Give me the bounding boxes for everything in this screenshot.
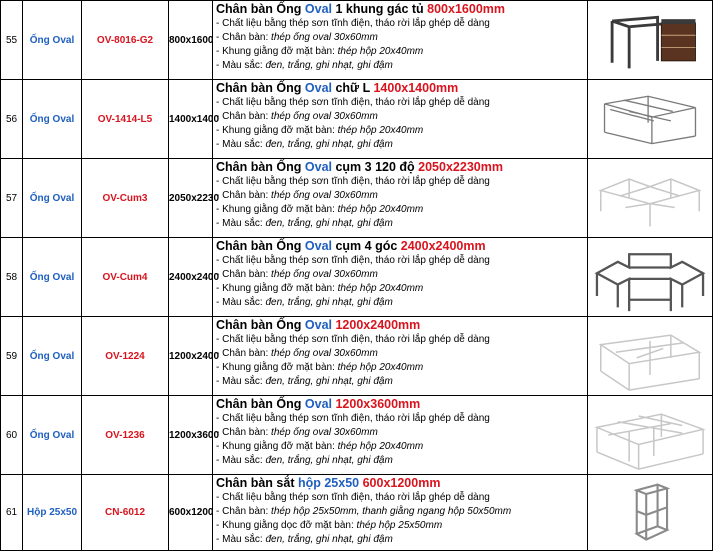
brace-line: - Khung giằng đỡ mặt bàn: thép hộp 20x40mm — [216, 46, 424, 57]
leg-line: - Chân bàn: thép ống oval 30x60mm — [216, 269, 378, 280]
color-line: - Màu sắc: đen, trắng, ghi nhạt, ghi đậm — [216, 60, 393, 71]
tube-type: Ống Oval — [23, 159, 82, 238]
product-image — [588, 1, 713, 80]
tube-type: Ống Oval — [23, 1, 82, 80]
leg-line: - Chân bàn: thép ống oval 30x60mm — [216, 32, 378, 43]
table-row — [1, 159, 713, 238]
color-line: - Màu sắc: đen, trắng, ghi nhạt, ghi đậm — [216, 534, 393, 545]
brace-line: - Khung giằng đỡ mặt bàn: thép hộp 20x40mm — [216, 125, 424, 136]
product-image — [588, 317, 713, 396]
product-image — [588, 238, 713, 317]
desk-frame-illustration — [590, 4, 710, 76]
product-image — [588, 396, 713, 475]
product-image-holder — [588, 397, 712, 474]
row-number: 58 — [1, 238, 23, 317]
brace-line: - Khung giằng đỡ mặt bàn: thép hộp 20x40mm — [216, 441, 424, 452]
table-row — [1, 396, 713, 475]
material-line: - Chất liệu bằng thép sơn tĩnh điện, tháo rời lắp ghép dễ dàng — [216, 413, 490, 424]
product-code: OV-1236 — [82, 396, 169, 475]
product-image-holder — [588, 318, 712, 395]
product-size: 1200x3600 — [169, 396, 213, 475]
product-image-holder — [588, 160, 712, 237]
product-size: 1400x1400 — [169, 80, 213, 159]
product-title: Chân bàn Ống Oval chữ L 1400x1400mm — [216, 81, 459, 95]
tube-type: Hộp 25x50 — [23, 475, 82, 551]
product-description — [213, 475, 588, 551]
row-number: 61 — [1, 475, 23, 551]
table-row — [1, 1, 713, 80]
product-size: 2050x2230 — [169, 159, 213, 238]
tube-type: Ống Oval — [23, 396, 82, 475]
product-title: Chân bàn Ống Oval 1200x3600mm — [216, 397, 421, 411]
desk-frame-illustration — [590, 162, 710, 234]
product-description — [213, 396, 588, 475]
material-line: - Chất liệu bằng thép sơn tĩnh điện, tháo rời lắp ghép dễ dàng — [216, 97, 490, 108]
product-description — [213, 159, 588, 238]
product-size: 800x1600 — [169, 1, 213, 80]
product-image-holder — [588, 239, 712, 316]
product-title: Chân bàn Ống Oval cụm 3 120 độ 2050x2230mm — [216, 160, 503, 174]
tube-type: Ống Oval — [23, 317, 82, 396]
color-line: - Màu sắc: đen, trắng, ghi nhạt, ghi đậm — [216, 376, 393, 387]
product-size: 2400x2400 — [169, 238, 213, 317]
product-code: OV-Cum4 — [82, 238, 169, 317]
tube-type: Ống Oval — [23, 238, 82, 317]
color-line: - Màu sắc: đen, trắng, ghi nhạt, ghi đậm — [216, 297, 393, 308]
table-row — [1, 317, 713, 396]
leg-line: - Chân bàn: thép ống oval 30x60mm — [216, 427, 378, 438]
desk-frame-illustration — [590, 399, 710, 471]
desk-frame-illustration — [590, 320, 710, 392]
product-image-holder — [588, 81, 712, 158]
product-image-holder — [588, 2, 712, 79]
product-image-holder — [588, 476, 712, 550]
leg-line: - Chân bàn: thép ống oval 30x60mm — [216, 190, 378, 201]
product-code: OV-1224 — [82, 317, 169, 396]
product-size: 600x1200 — [169, 475, 213, 551]
row-number: 59 — [1, 317, 23, 396]
color-line: - Màu sắc: đen, trắng, ghi nhạt, ghi đậm — [216, 218, 393, 229]
desk-frame-illustration — [590, 241, 710, 313]
material-line: - Chất liệu bằng thép sơn tĩnh điện, tháo rời lắp ghép dễ dàng — [216, 18, 490, 29]
material-line: - Chất liệu bằng thép sơn tĩnh điện, tháo rời lắp ghép dễ dàng — [216, 176, 490, 187]
brace-line: - Khung giằng dọc đỡ mặt bàn: thép hộp 25x50mm — [216, 520, 443, 531]
brace-line: - Khung giằng đỡ mặt bàn: thép hộp 20x40mm — [216, 362, 424, 373]
product-title: Chân bàn Ống Oval 1200x2400mm — [216, 318, 421, 332]
product-title: Chân bàn sắt hộp 25x50 600x1200mm — [216, 476, 441, 490]
leg-line: - Chân bàn: thép ống oval 30x60mm — [216, 111, 378, 122]
table-row — [1, 80, 713, 159]
product-image — [588, 159, 713, 238]
product-description — [213, 1, 588, 80]
desk-frame-illustration — [590, 83, 710, 155]
row-number: 56 — [1, 80, 23, 159]
color-line: - Màu sắc: đen, trắng, ghi nhạt, ghi đậm — [216, 139, 393, 150]
tube-type: Ống Oval — [23, 80, 82, 159]
product-code: CN-6012 — [82, 475, 169, 551]
product-description — [213, 80, 588, 159]
product-image — [588, 475, 713, 551]
color-line: - Màu sắc: đen, trắng, ghi nhạt, ghi đậm — [216, 455, 393, 466]
material-line: - Chất liệu bằng thép sơn tĩnh điện, tháo rời lắp ghép dễ dàng — [216, 334, 490, 345]
brace-line: - Khung giằng đỡ mặt bàn: thép hộp 20x40mm — [216, 283, 424, 294]
brace-line: - Khung giằng đỡ mặt bàn: thép hộp 20x40mm — [216, 204, 424, 215]
leg-line: - Chân bàn: thép ống oval 30x60mm — [216, 348, 378, 359]
product-size: 1200x2400 — [169, 317, 213, 396]
product-description — [213, 238, 588, 317]
product-code: OV-1414-L5 — [82, 80, 169, 159]
desk-frame-illustration — [590, 477, 710, 549]
material-line: - Chất liệu bằng thép sơn tĩnh điện, tháo rời lắp ghép dễ dàng — [216, 255, 490, 266]
row-number: 57 — [1, 159, 23, 238]
product-code: OV-Cum3 — [82, 159, 169, 238]
table-row — [1, 238, 713, 317]
product-image — [588, 80, 713, 159]
leg-line: - Chân bàn: thép hộp 25x50mm, thanh giằng ngang hộp 50x50mm — [216, 506, 512, 517]
product-title: Chân bàn Ống Oval 1 khung gác tủ 800x1600mm — [216, 2, 506, 16]
table-row — [1, 475, 713, 551]
product-title: Chân bàn Ống Oval cụm 4 góc 2400x2400mm — [216, 239, 486, 253]
material-line: - Chất liệu bằng thép sơn tĩnh điện, tháo rời lắp ghép dễ dàng — [216, 492, 490, 503]
product-code: OV-8016-G2 — [82, 1, 169, 80]
row-number: 60 — [1, 396, 23, 475]
product-description — [213, 317, 588, 396]
row-number: 55 — [1, 1, 23, 80]
